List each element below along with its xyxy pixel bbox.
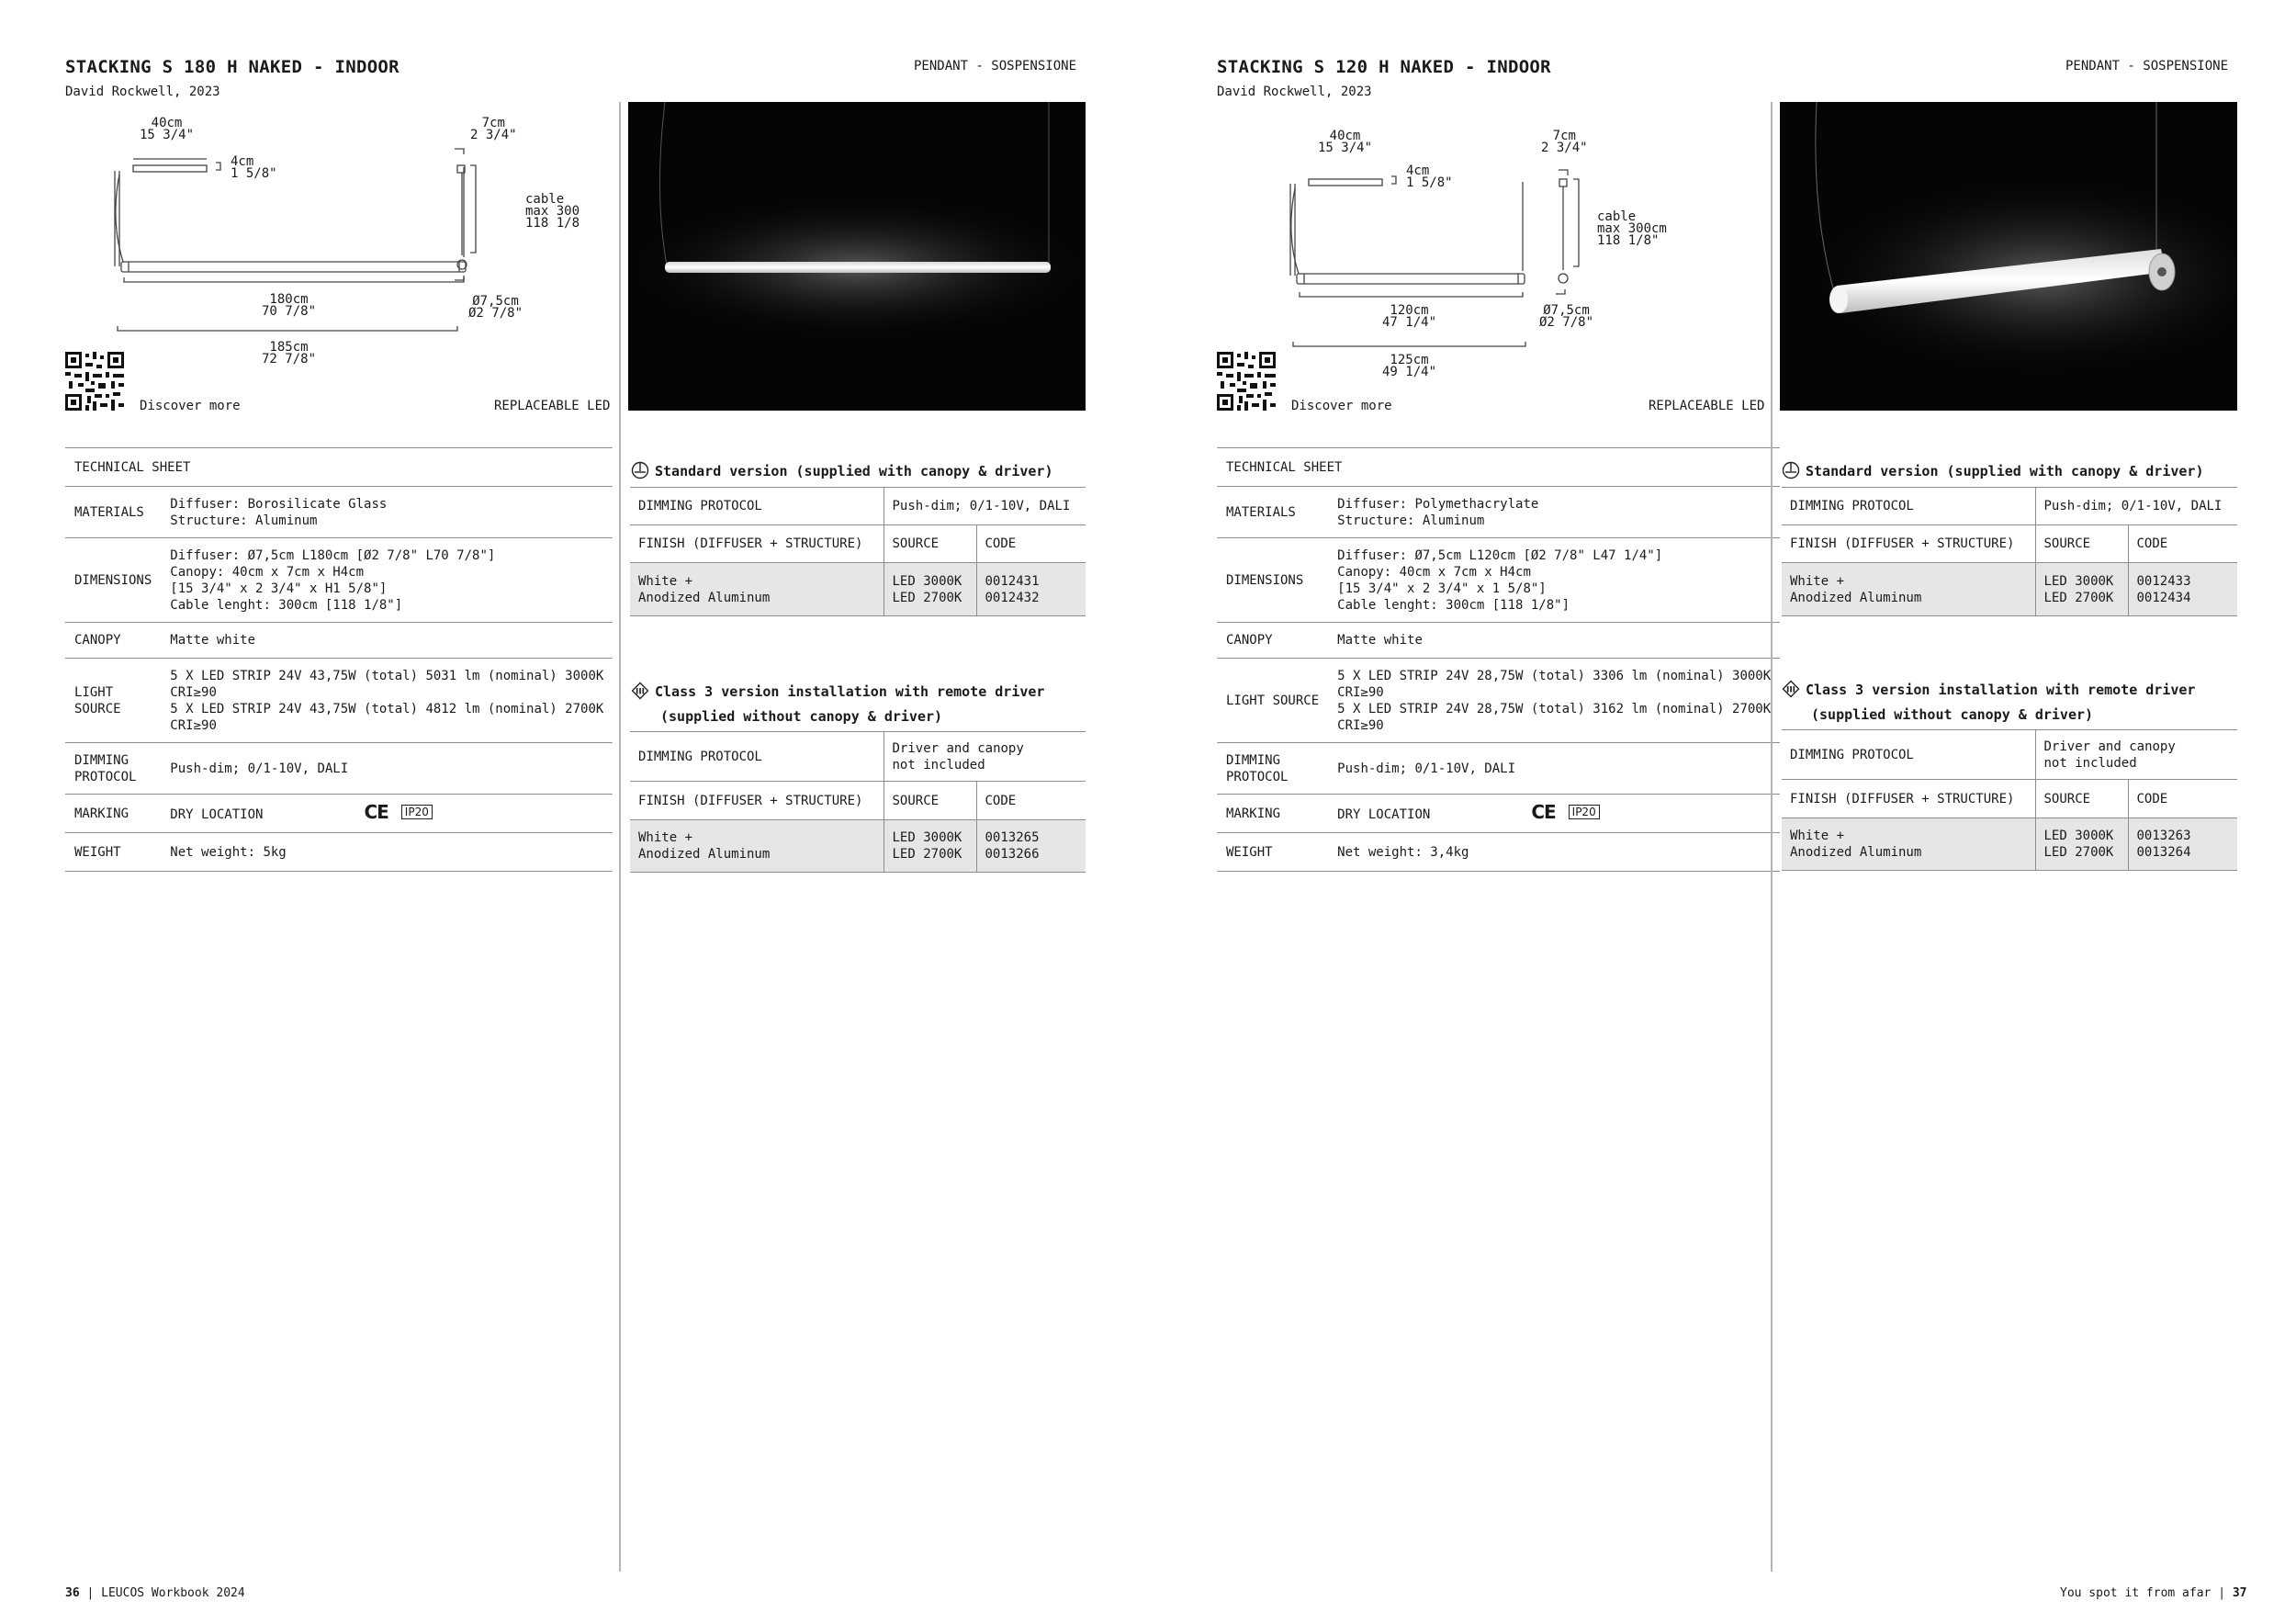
source-label: SOURCE [2035, 780, 2128, 818]
ts-key: MATERIALS [65, 487, 161, 538]
dimming-protocol-value: Push-dim; 0/1-10V, DALI [2035, 488, 2237, 525]
finish-label: FINISH (DIFFUSER + STRUCTURE) [1782, 780, 2035, 818]
ts-key: MARKING [1217, 795, 1328, 833]
ts-value: Matte white [161, 623, 613, 659]
ts-value: Push-dim; 0/1-10V, DALI [161, 743, 613, 795]
code-label: CODE [976, 525, 1086, 563]
standard-version-title: Standard version (supplied with canopy & driver) [1782, 459, 2203, 484]
pendant-canopy-icon [1782, 461, 1800, 479]
svg-text:III: III [1785, 685, 1796, 695]
ts-key: DIMMING PROTOCOL [1217, 743, 1328, 795]
class3-icon [631, 682, 649, 700]
ts-value: Diffuser: Polymethacrylate Structure: Aluminum [1328, 487, 1780, 538]
svg-text:III: III [635, 687, 646, 697]
canopy-height-label: 4cm 1 5/8" [231, 154, 277, 181]
standard-version-table [630, 487, 1086, 616]
product-title: STACKING S 120 H NAKED - INDOOR [1217, 57, 1551, 77]
product-photo [1780, 102, 2237, 411]
source-values: LED 3000K LED 2700K [884, 820, 976, 873]
diffuser-length-label: 180cm 70 7/8" [262, 292, 317, 319]
ts-value: Net weight: 5kg [161, 833, 613, 872]
ts-value: Push-dim; 0/1-10V, DALI [1328, 743, 1780, 795]
source-label: SOURCE [884, 525, 976, 563]
discover-more-link[interactable]: Discover more [1291, 399, 1392, 413]
product-category: PENDANT - SOSPENSIONE [2065, 59, 2229, 73]
dimming-protocol-value: Driver and canopy not included [2035, 730, 2237, 780]
ts-value: Net weight: 3,4kg [1328, 833, 1780, 872]
ts-key: WEIGHT [65, 833, 161, 872]
ce-mark-icon: CE [1531, 801, 1556, 823]
footer-right: You spot it from afar | 37 [2060, 1586, 2247, 1600]
finish-value: White + Anodized Aluminum [630, 820, 884, 873]
ts-value: 5 X LED STRIP 24V 28,75W (total) 3306 lm (nominal) 3000K CRI≥90 5 X LED STRIP 24V 28,75W (total) 3162 lm (nominal) 2700K CRI≥90 [1328, 659, 1780, 743]
total-length-label: 125cm 49 1/4" [1382, 353, 1437, 379]
dimming-protocol-value: Push-dim; 0/1-10V, DALI [884, 488, 1086, 525]
source-values: LED 3000K LED 2700K [2035, 818, 2128, 871]
class3-version-title: III Class 3 version installation with remote driver [631, 680, 1044, 705]
code-label: CODE [976, 782, 1086, 820]
ts-value: DRY LOCATION [1337, 807, 1431, 822]
finish-label: FINISH (DIFFUSER + STRUCTURE) [1782, 525, 2035, 563]
code-values: 0013263 0013264 [2128, 818, 2237, 871]
ts-key: WEIGHT [1217, 833, 1328, 872]
total-length-label: 185cm 72 7/8" [262, 340, 317, 367]
footer-left: 36 | LEUCOS Workbook 2024 [65, 1586, 245, 1600]
class3-version-title: III Class 3 version installation with remote driver [1782, 678, 2195, 703]
dimming-protocol-label: DIMMING PROTOCOL [1782, 730, 2035, 780]
column-divider [1771, 102, 1773, 1572]
ts-value: Diffuser: Ø7,5cm L180cm [Ø2 7/8" L70 7/8"] Canopy: 40cm x 7cm x H4cm [15 3/4" x 2 3/4" x H1 5/8"] Cable lenght: 300cm [118 1/8"] [161, 538, 613, 623]
cable-length-label: cable max 300 118 1/8 [525, 192, 580, 231]
cable-length-label: cable max 300cm 118 1/8" [1597, 209, 1667, 248]
code-label: CODE [2128, 780, 2237, 818]
technical-sheet-heading: TECHNICAL SHEET [65, 448, 613, 487]
ts-key: MATERIALS [1217, 487, 1328, 538]
column-divider [619, 102, 621, 1572]
canopy-width-label: 40cm 15 3/4" [1318, 129, 1373, 155]
code-values: 0012433 0012434 [2128, 563, 2237, 616]
ts-key: DIMENSIONS [65, 538, 161, 623]
ts-key: DIMMING PROTOCOL [65, 743, 161, 795]
source-label: SOURCE [884, 782, 976, 820]
pendant-canopy-icon [631, 461, 649, 479]
product-photo [628, 102, 1086, 411]
class3-version-table [630, 731, 1086, 873]
code-values: 0012431 0012432 [976, 563, 1086, 616]
replaceable-led-label: REPLACEABLE LED [1649, 399, 1765, 413]
code-label: CODE [2128, 525, 2237, 563]
technical-sheet-table [65, 447, 613, 872]
technical-drawing [110, 147, 496, 349]
qr-code-icon[interactable] [65, 352, 124, 411]
diffuser-length-label: 120cm 47 1/4" [1382, 303, 1437, 330]
ts-key: CANOPY [65, 623, 161, 659]
class3-version-subtitle: (supplied without canopy & driver) [1811, 706, 2094, 723]
dimming-protocol-label: DIMMING PROTOCOL [1782, 488, 2035, 525]
source-values: LED 3000K LED 2700K [884, 563, 976, 616]
ts-key: CANOPY [1217, 623, 1328, 659]
product-designer: David Rockwell, 2023 [1217, 85, 1372, 99]
ts-value: Diffuser: Ø7,5cm L120cm [Ø2 7/8" L47 1/4"] Canopy: 40cm x 7cm x H4cm [15 3/4" x 2 3/4" x 1 5/8"] Cable lenght: 300cm [118 1/8"] [1328, 538, 1780, 623]
technical-sheet-heading: TECHNICAL SHEET [1217, 448, 1780, 487]
class3-version-table [1782, 729, 2237, 871]
canopy-depth-label: 7cm 2 3/4" [1541, 129, 1588, 155]
dimming-protocol-label: DIMMING PROTOCOL [630, 732, 884, 782]
ts-value: Matte white [1328, 623, 1780, 659]
ts-value: 5 X LED STRIP 24V 43,75W (total) 5031 lm (nominal) 3000K CRI≥90 5 X LED STRIP 24V 43,75W (total) 4812 lm (nominal) 2700K CRI≥90 [161, 659, 613, 743]
ts-key: LIGHT SOURCE [65, 659, 161, 743]
class3-icon [1782, 680, 1800, 698]
finish-value: White + Anodized Aluminum [1782, 563, 2035, 616]
source-label: SOURCE [2035, 525, 2128, 563]
ce-mark-icon: CE [364, 801, 388, 823]
replaceable-led-label: REPLACEABLE LED [494, 399, 611, 413]
standard-version-table [1782, 487, 2237, 616]
diffuser-diameter-label: Ø7,5cm Ø2 7/8" [1539, 303, 1594, 330]
footer-tagline: You spot it from afar [2060, 1586, 2212, 1600]
page-number: 36 [65, 1586, 80, 1600]
source-values: LED 3000K LED 2700K [2035, 563, 2128, 616]
finish-label: FINISH (DIFFUSER + STRUCTURE) [630, 782, 884, 820]
ip20-badge: IP20 [1569, 805, 1600, 819]
product-title: STACKING S 180 H NAKED - INDOOR [65, 57, 400, 77]
standard-version-title: Standard version (supplied with canopy & driver) [631, 459, 1052, 484]
finish-value: White + Anodized Aluminum [1782, 818, 2035, 871]
ts-key: LIGHT SOURCE [1217, 659, 1328, 743]
finish-label: FINISH (DIFFUSER + STRUCTURE) [630, 525, 884, 563]
product-category: PENDANT - SOSPENSIONE [914, 59, 1077, 73]
class3-version-subtitle: (supplied without canopy & driver) [660, 708, 943, 725]
dimming-protocol-value: Driver and canopy not included [884, 732, 1086, 782]
product-designer: David Rockwell, 2023 [65, 85, 220, 99]
dimming-protocol-label: DIMMING PROTOCOL [630, 488, 884, 525]
ts-key: DIMENSIONS [1217, 538, 1328, 623]
canopy-depth-label: 7cm 2 3/4" [470, 116, 517, 142]
technical-sheet-table [1217, 447, 1780, 872]
qr-code-icon[interactable] [1217, 352, 1276, 411]
canopy-width-label: 40cm 15 3/4" [140, 116, 195, 142]
ts-value: DRY LOCATION [170, 807, 264, 822]
page-number: 37 [2232, 1586, 2247, 1600]
footer-publication: LEUCOS Workbook 2024 [101, 1586, 245, 1600]
ts-value: Diffuser: Borosilicate Glass Structure: Aluminum [161, 487, 613, 538]
finish-value: White + Anodized Aluminum [630, 563, 884, 616]
ip20-badge: IP20 [401, 805, 433, 819]
code-values: 0013265 0013266 [976, 820, 1086, 873]
ts-key: MARKING [65, 795, 161, 833]
diffuser-diameter-label: Ø7,5cm Ø2 7/8" [468, 294, 523, 321]
discover-more-link[interactable]: Discover more [140, 399, 241, 413]
canopy-height-label: 4cm 1 5/8" [1406, 164, 1453, 190]
